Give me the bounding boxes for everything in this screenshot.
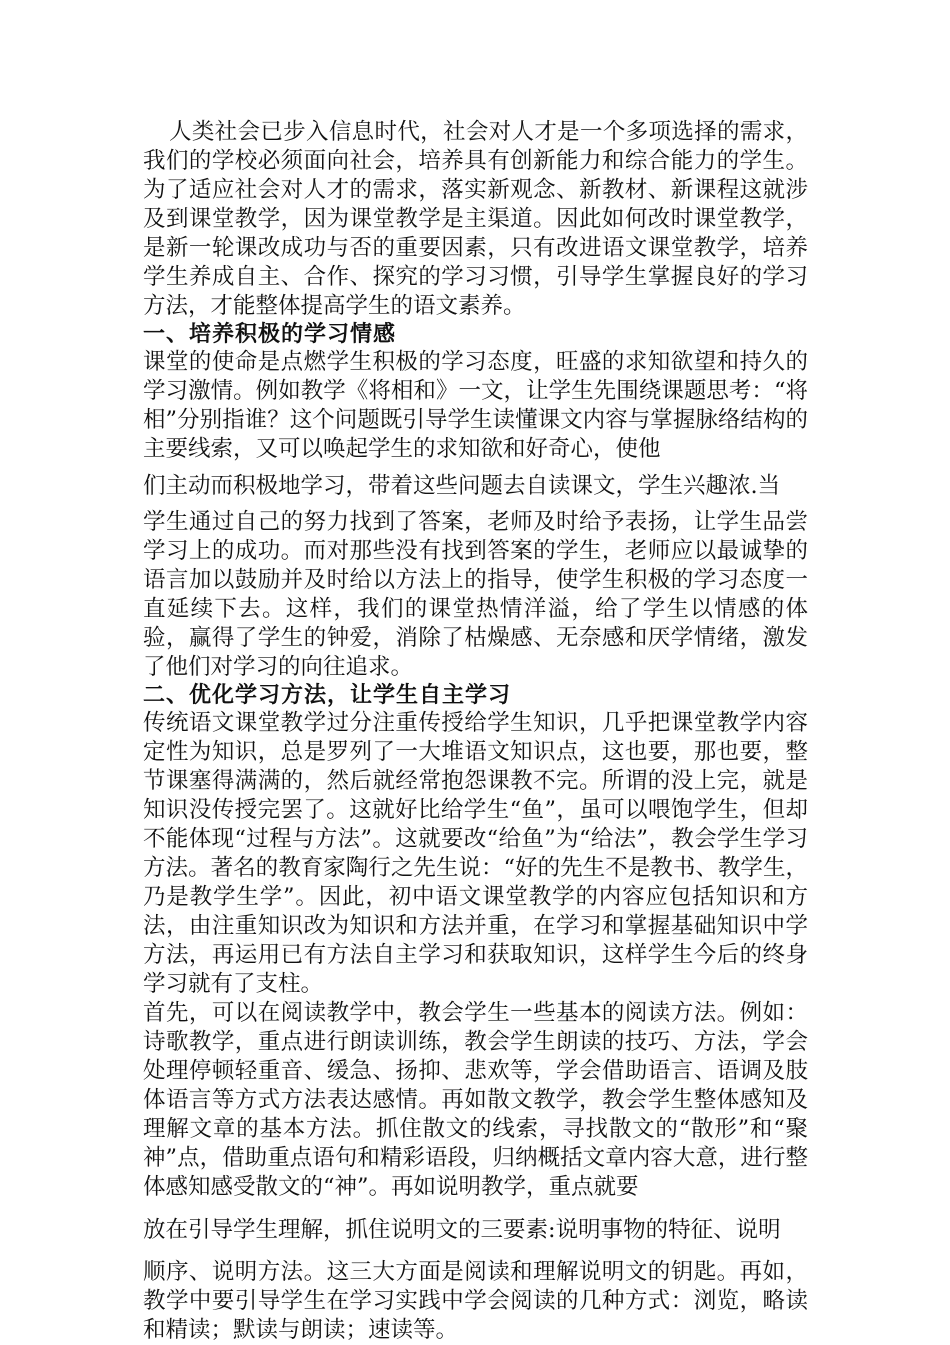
section-2-paragraph: 传统语文课堂教学过分注重传授给学生知识，几乎把课堂教学内容定性为知识，总是罗列了一大堆语文知识点，这也要，那也要，整节课塞得满满的，然后就经常抱怨课教不完。所谓的没上完，就是知识没传授完罢了。这就好比给学生“鱼”，虽可以喂饱学生，但却不能体现“过程与方法”。这就要改“给鱼”为“给法”，教会学生学习方法。著名的教育家陶行之先生说：“好的先生不是教书、教学生，乃是教学生学”。因此，初中语文课堂教学的内容应包括知识和方法，由注重知识改为知识和方法并重，在学习和掌握基础知识中学方法，再运用已有方法自主学习和获取知识，这样学生今后的终身学习就有了支柱。 [143,710,808,997]
section-2-paragraph-line: 放在引导学生理解，抓住说明文的三要素:说明事物的特征、说明 [143,1217,781,1243]
intro-paragraph: 人类社会已步入信息时代，社会对人才是一个多项选择的需求，我们的学校必须面向社会，培养具有创新能力和综合能力的学生。为了适应社会对人才的需求，落实新观念、新教材、新课程这就涉及到课堂教学，因为课堂教学是主渠道。因此如何改时课堂教学，是新一轮课改成功与否的重要因素，只有改进语文课堂教学，培养学生养成自主、合作、探究的学习习惯，引导学生掌握良好的学习方法，才能整体提高学生的语文素养。 [143,119,808,319]
section-2-paragraph-continued: 顺序、说明方法。这三大方面是阅读和理解说明文的钥匙。再如，教学中要引导学生在学习实践中学会阅读的几种方式：浏览，略读和精读；默读与朗读；速读等。 [143,1259,808,1343]
section-1-paragraph-continued: 学生通过自己的努力找到了答案，老师及时给予表扬，让学生品尝学习上的成功。而对那些没有找到答案的学生，老师应以最诚挚的语言加以鼓励并及时给以方法上的指导，使学生积极的学习态度一直延续下去。这样，我们的课堂热情洋溢，给了学生以情感的体验，赢得了学生的钟爱，消除了枯燥感、无奈感和厌学情绪，激发了他们对学习的向往追求。 [143,509,808,680]
document-body [143,118,808,1345]
section-1-heading: 一、培养积极的学习情感 [143,322,397,347]
section-1-paragraph-line: 们主动而积极地学习，带着这些问题去自读课文，学生兴趣浓.当 [143,473,781,499]
section-1-paragraph: 课堂的使命是点燃学生积极的学习态度，旺盛的求知欲望和持久的学习激情。例如教学《将相和》一文，让学生先围绕课题思考：“将相”分别指谁？这个问题既引导学生读懂课文内容与掌握脉络结构的主要线索，又可以唤起学生的求知欲和好奇心，使他 [143,349,808,462]
section-2-heading: 二、优化学习方法，让学生自主学习 [143,683,512,708]
section-2-reading-methods-paragraph: 首先，可以在阅读教学中，教会学生一些基本的阅读方法。例如：诗歌教学，重点进行朗读训练，教会学生朗读的技巧、方法，学会处理停顿轻重音、缓急、扬抑、悲欢等，学会借助语言、语调及肢体语言等方式方法表达感情。再如散文教学，教会学生整体感知及理解文章的基本方法。抓住散文的线索，寻找散文的“散形”和“聚神”点，借助重点语句和精彩语段，归纳概括文章内容大意，进行整体感知感受散文的“神”。再如说明教学，重点就要 [143,1000,808,1200]
